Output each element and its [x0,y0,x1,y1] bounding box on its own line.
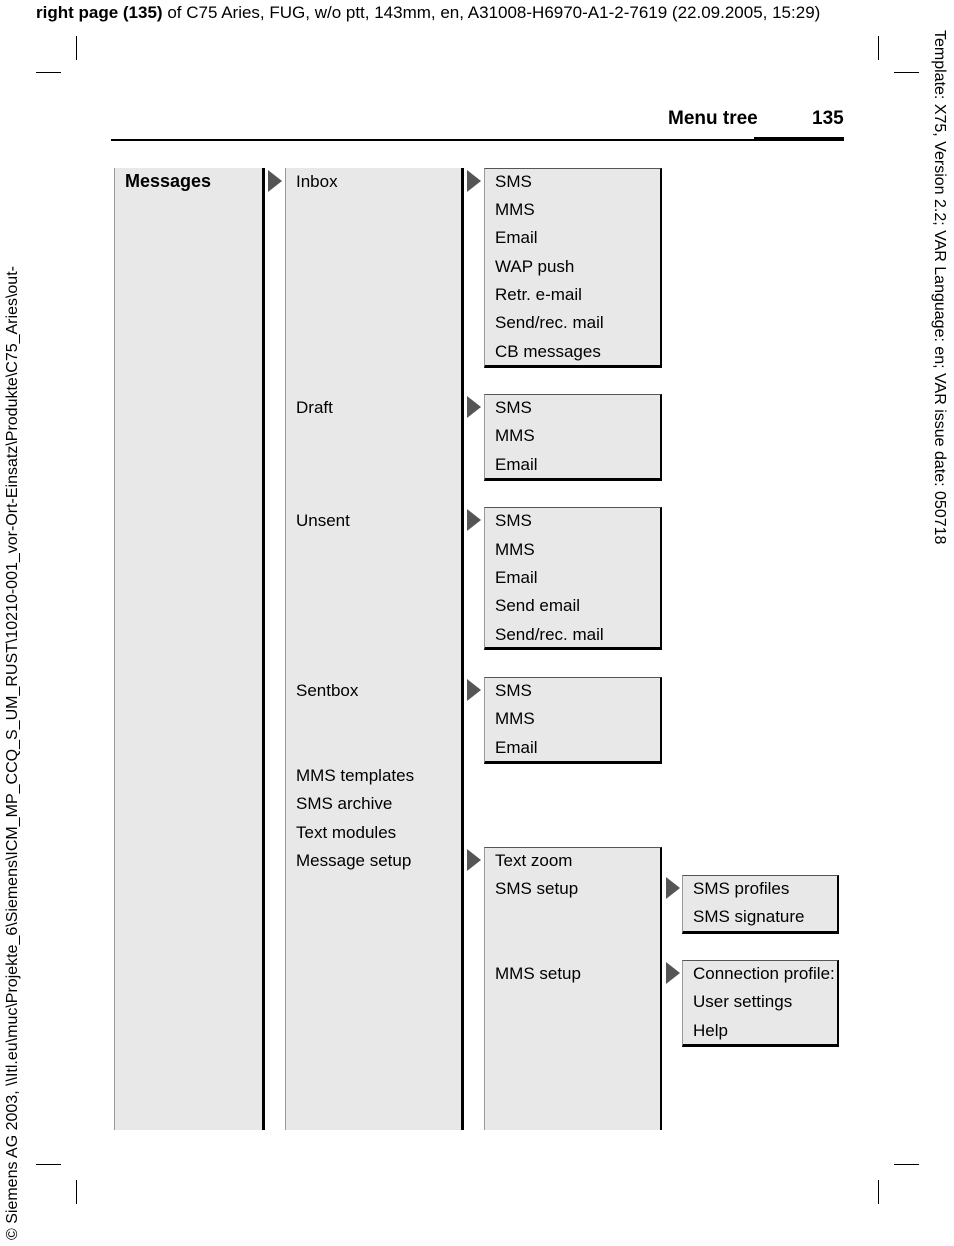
submenu-item: Retr. e-mail [495,285,582,304]
slug-top [36,3,820,23]
arrow-right-icon [467,396,481,418]
submenu-item: WAP push [495,257,575,276]
crop-mark [894,1164,919,1165]
crop-mark [76,36,77,60]
arrow-right-icon [666,877,680,899]
slug-top-rest: of C75 Aries, FUG, w/o ptt, 143mm, en, A31008-H6970-A1-2-7619 (22.09.2005, 15:29) [162,3,821,22]
menu-item-draft: Draft [296,398,333,417]
arrow-right-icon [467,849,481,871]
submenu-item: SMS profiles [693,879,790,898]
submenu-item: Send/rec. mail [495,625,604,644]
submenu-item: SMS [495,681,532,700]
menu-column-level1 [285,168,464,1130]
slug-left: © Siemens AG 2003, \\Itl.eu\muc\Projekte_6\Siemens\ICM_MP_CCQ_S_UM_RUST\10210-001_vor-Ort-Einsatz\Produkte\C75_Aries\out- [4,266,21,1240]
menu-item-inbox: Inbox [296,172,338,191]
crop-mark [878,36,879,60]
page-number: 135 [812,108,844,129]
submenu-item: SMS signature [693,907,805,926]
arrow-right-icon [467,509,481,531]
menu-item-sms-archive: SMS archive [296,794,393,813]
submenu-item: Connection profile: [693,964,835,983]
submenu-item: SMS [495,511,532,530]
submenu-item: MMS [495,200,535,219]
crop-mark [878,1180,879,1204]
menu-item-sentbox: Sentbox [296,681,359,700]
crop-mark [36,72,61,73]
submenu-item: Email [495,455,538,474]
submenu-item: SMS [495,172,532,191]
menu-item-text-modules: Text modules [296,823,397,842]
page-title: Menu tree [668,108,758,129]
header-rule [111,139,844,141]
crop-mark [36,1164,61,1165]
slug-right: Template: X75, Version 2.2; VAR Language: en; VAR issue date: 050718 [931,30,948,545]
submenu-item: MMS setup [495,964,581,983]
crop-mark [894,72,919,73]
submenu-item: Email [495,568,538,587]
header-rule-accent [754,137,844,141]
submenu-item: CB messages [495,342,601,361]
submenu-item: Email [495,228,538,247]
slug-top-bold: right page (135) [36,3,163,22]
arrow-right-icon [666,962,680,984]
menu-item-message-setup: Message setup [296,851,412,870]
submenu-item: Email [495,738,538,757]
menu-item-unsent: Unsent [296,511,350,530]
submenu-item: MMS [495,426,535,445]
submenu-item: Send email [495,596,581,615]
submenu-item: MMS [495,709,535,728]
submenu-item: Send/rec. mail [495,313,604,332]
menu-root-label: Messages [125,171,212,191]
arrow-right-icon [467,170,481,192]
arrow-right-icon [467,679,481,701]
crop-mark [76,1180,77,1204]
submenu-item: Text zoom [495,851,573,870]
menu-column-root [114,168,265,1130]
submenu-item: SMS [495,398,532,417]
arrow-right-icon [268,170,282,192]
submenu-item: SMS setup [495,879,579,898]
submenu-item: MMS [495,540,535,559]
submenu-item: Help [693,1021,728,1040]
submenu-item: User settings [693,992,793,1011]
menu-item-mms-templates: MMS templates [296,766,415,785]
